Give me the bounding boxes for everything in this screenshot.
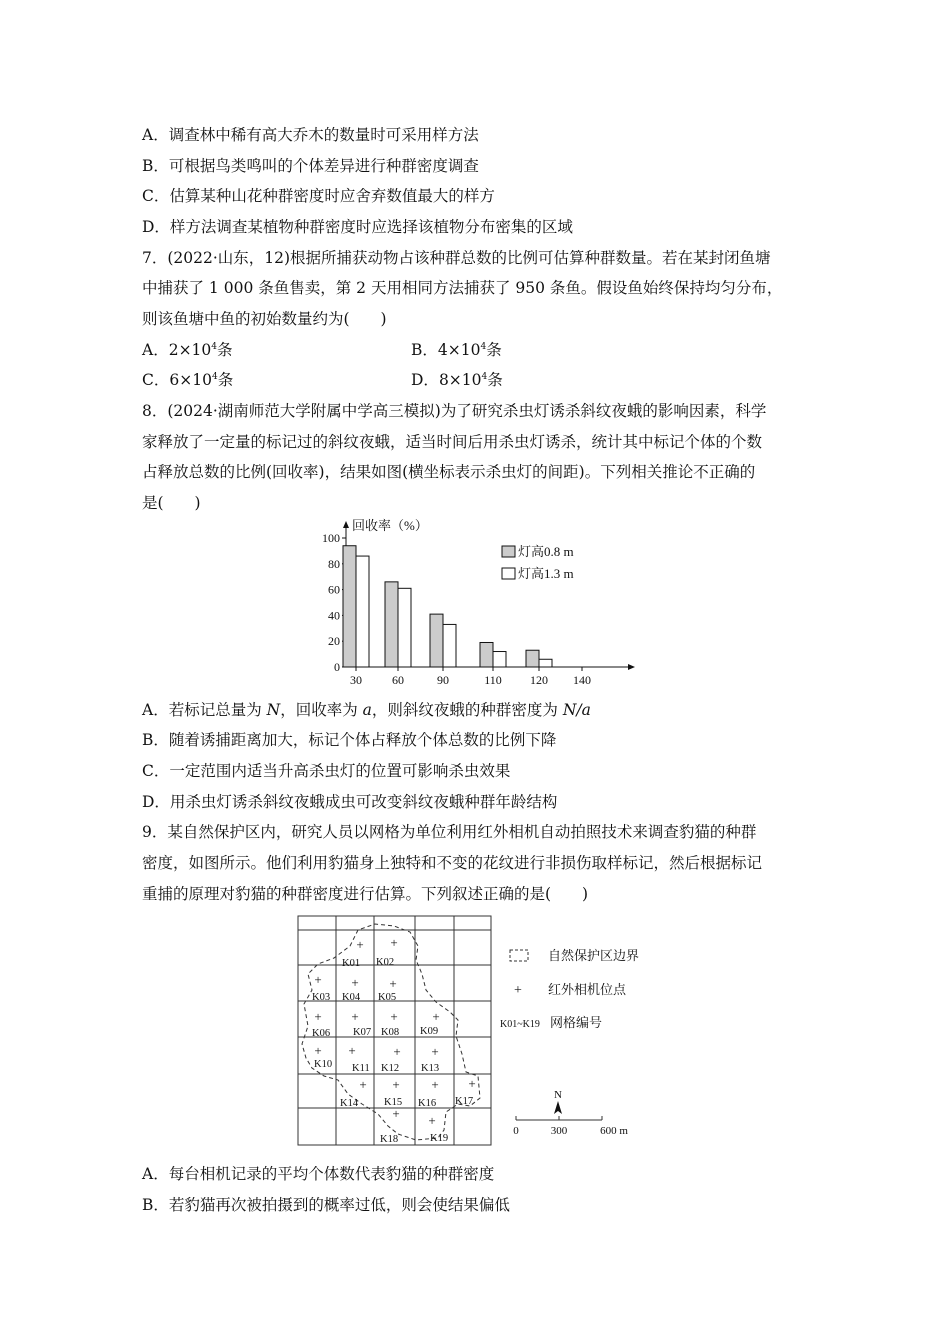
camera-icon-k03: + — [314, 972, 322, 987]
y-axis-arrow — [343, 521, 349, 528]
q8-stem-line4: 是( ) — [142, 494, 201, 512]
bar-h08-30 — [343, 546, 356, 667]
grid-label-k09: K09 — [420, 1026, 439, 1037]
legend-camera-label: 红外相机位点 — [548, 982, 627, 997]
legend-label-0: 灯高0.8 m — [518, 544, 574, 559]
grid-label-k04: K04 — [342, 992, 361, 1003]
q9-option-a: A．每台相机记录的平均个体数代表豹猫的种群密度 — [142, 1165, 495, 1183]
grid-label-k14: K14 — [340, 1098, 359, 1109]
grid-label-k08: K08 — [381, 1027, 400, 1038]
x-axis-arrow — [628, 664, 635, 670]
camera-icon-k05: + — [389, 976, 397, 991]
y-axis-label: 回收率（%） — [352, 518, 428, 533]
q9-stem-line2: 密度，如图所示。他们利用豹猫身上独特和不变的花纹进行非损伤取样标记，然后根据标记 — [142, 854, 763, 872]
q7-stem-line1: 7．(2022·山东，12)根据所捕获动物占该种群总数的比例可估算种群数量。若在某封闭鱼塘 — [142, 249, 771, 267]
bar-h13-120 — [539, 659, 552, 667]
q9-stem-line1: 9．某自然保护区内，研究人员以网格为单位利用红外相机自动拍照技术来调查豹猫的种群 — [142, 823, 757, 841]
bar-h08-60 — [385, 582, 398, 667]
q6-option-c: C．估算某种山花种群密度时应舍弃数值最大的样方 — [142, 187, 495, 205]
q8-stem-line2: 家释放了一定量的标记过的斜纹夜蛾，适当时间后用杀虫灯诱杀，统计其中标记个体的个数 — [142, 433, 763, 451]
q7-stem-line2: 中捕获了 1 000 条鱼售卖，第 2 天用相同方法捕获了 950 条鱼。假设鱼始终保持均匀分布， — [142, 279, 783, 297]
grid-label-k16: K16 — [418, 1098, 437, 1109]
q8-stem-line1: 8．(2024·湖南师范大学附属中学高三模拟)为了研究杀虫灯诱杀斜纹夜蛾的影响因素，科学 — [142, 402, 767, 420]
q7-option-b: B．$4\times 10^4$条 — [411, 341, 502, 359]
bar-h08-110 — [480, 642, 493, 667]
q8-option-d: D．用杀虫灯诱杀斜纹夜蛾成虫可改变斜纹夜蛾种群年龄结构 — [142, 793, 558, 811]
scale-600: 600 m — [600, 1125, 628, 1137]
y-tick-label: 40 — [328, 608, 340, 623]
camera-icon-k09: + — [432, 1009, 440, 1024]
camera-icon-k17: + — [468, 1076, 476, 1091]
camera-icon-k04: + — [351, 975, 359, 990]
scale-300: 300 — [550, 1125, 568, 1137]
grid-label-k05: K05 — [378, 992, 397, 1003]
camera-icon-k19: + — [428, 1113, 436, 1128]
camera-icon-k16: + — [431, 1077, 439, 1092]
x-tick-label: 30 — [350, 673, 362, 687]
camera-grid-map — [290, 908, 650, 1153]
q6-option-b: B．可根据鸟类鸣叫的个体差异进行种群密度调查 — [142, 157, 479, 175]
camera-icon-k18: + — [392, 1106, 400, 1121]
camera-icon-k07: + — [351, 1009, 359, 1024]
q9-option-b: B．若豹猫再次被拍摄到的概率过低，则会使结果偏低 — [142, 1196, 510, 1214]
north-label: N — [554, 1089, 562, 1101]
camera-icon-k01: + — [356, 937, 364, 952]
legend-label-1: 灯高1.3 m — [518, 566, 574, 581]
q6-option-d: D．样方法调查某植物种群密度时应选择该植物分布密集的区域 — [142, 218, 573, 236]
camera-icon-k08: + — [390, 1009, 398, 1024]
camera-icon-k15: + — [392, 1077, 400, 1092]
q6-option-a: A．调查林中稀有高大乔木的数量时可采用样方法 — [142, 126, 479, 144]
camera-icon-k10: + — [314, 1043, 322, 1058]
camera-icon-k11: + — [348, 1043, 356, 1058]
bar-h13-60 — [398, 588, 411, 667]
camera-icon-k13: + — [431, 1044, 439, 1059]
q7-stem-line3: 则该鱼塘中鱼的初始数量约为( ) — [142, 310, 387, 328]
grid-label-k12: K12 — [381, 1063, 400, 1074]
north-arrow-icon — [554, 1101, 562, 1114]
legend-grid-code: K01~K19 — [500, 1019, 540, 1030]
bar-h08-90 — [430, 614, 443, 667]
y-tick-label: 0 — [334, 660, 340, 674]
grid-label-k17: K17 — [455, 1096, 474, 1107]
grid-label-k07: K07 — [353, 1027, 372, 1038]
legend-swatch-0 — [502, 546, 515, 557]
y-tick-label: 60 — [328, 582, 340, 597]
q9-stem-line3: 重捕的原理对豹猫的种群密度进行估算。下列叙述正确的是( ) — [142, 885, 589, 903]
y-tick-label: 80 — [328, 556, 340, 571]
grid-label-k02: K02 — [376, 957, 395, 968]
x-tick-label: 110 — [484, 673, 502, 687]
q8-stem-line3: 占释放总数的比例(回收率)，结果如图(横坐标表示杀虫灯的间距)。下列相关推论不正确的 — [142, 463, 756, 481]
camera-icon-k14: + — [359, 1077, 367, 1092]
q7-option-c: C．$6\times 10^4$条 — [142, 371, 234, 389]
q7-option-d: D．$8\times 10^4$条 — [411, 371, 503, 389]
q7-option-a: A．$2\times 10^4$条 — [142, 341, 233, 359]
bar-h13-110 — [493, 652, 506, 667]
legend-grid-label: 网格编号 — [550, 1015, 603, 1030]
grid-label-k19: K19 — [430, 1133, 449, 1144]
y-tick-label: 100 — [322, 531, 340, 545]
camera-icon-k02: + — [390, 935, 398, 950]
grid-label-k15: K15 — [384, 1097, 403, 1108]
legend-boundary-icon — [510, 950, 528, 961]
x-tick-label: 60 — [392, 673, 404, 687]
bar-h13-90 — [443, 624, 456, 667]
grid-label-k11: K11 — [352, 1063, 370, 1074]
y-tick-label: 20 — [328, 634, 340, 649]
legend-boundary-label: 自然保护区边界 — [548, 948, 640, 963]
q8-option-c: C．一定范围内适当升高杀虫灯的位置可影响杀虫效果 — [142, 762, 511, 780]
x-tick-label: 120 — [530, 673, 548, 687]
scale-0: 0 — [513, 1125, 519, 1137]
legend-camera-icon: + — [514, 983, 522, 998]
grid-label-k13: K13 — [421, 1063, 440, 1074]
grid-label-k10: K10 — [314, 1059, 333, 1070]
grid-label-k18: K18 — [380, 1134, 399, 1145]
x-tick-label: 140 — [573, 673, 591, 687]
camera-icon-k06: + — [314, 1009, 322, 1024]
scale-bar — [516, 1116, 602, 1120]
bar-h08-120 — [526, 650, 539, 667]
x-tick-label: 90 — [437, 673, 449, 687]
recapture-rate-chart — [300, 510, 650, 690]
grid-label-k03: K03 — [312, 992, 331, 1003]
grid-label-k06: K06 — [312, 1028, 331, 1039]
q8-option-b: B．随着诱捕距离加大，标记个体占释放个体总数的比例下降 — [142, 731, 557, 749]
bar-h13-30 — [356, 556, 369, 667]
camera-icon-k12: + — [393, 1044, 401, 1059]
legend-swatch-1 — [502, 568, 515, 579]
grid-label-k01: K01 — [342, 958, 361, 969]
q8-option-a: A．若标记总量为 N，回收率为 a，则斜纹夜蛾的种群密度为 N/a — [142, 701, 591, 719]
